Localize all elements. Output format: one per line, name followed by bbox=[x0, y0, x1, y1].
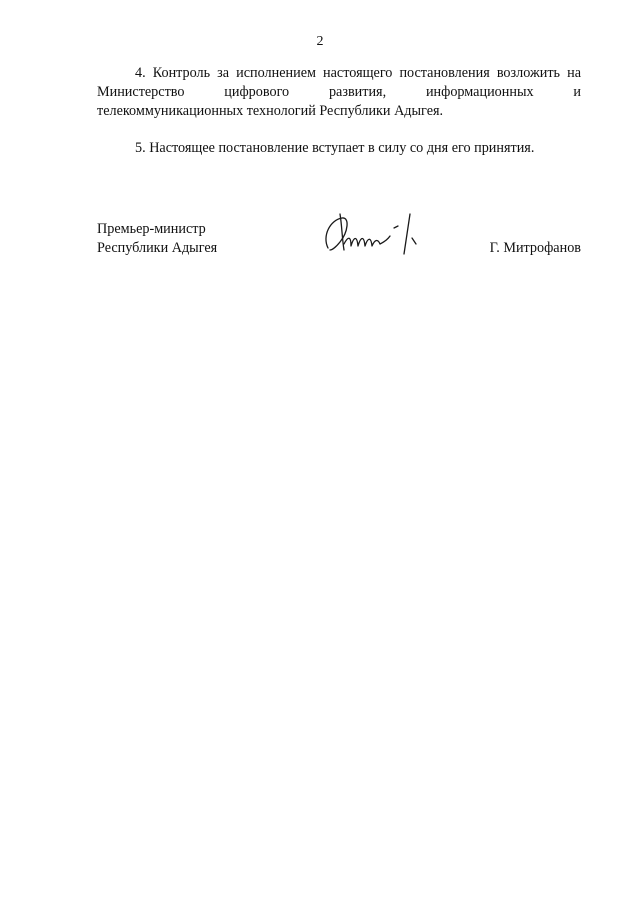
signatory-name: Г. Митрофанов bbox=[489, 240, 581, 256]
signatory-title-line1: Премьер-министр bbox=[97, 221, 206, 237]
paragraph-4: 4. Контроль за исполнением настоящего постановления возложить на Министерство цифрового развития, информационных и телекоммуникационных технологий Республики Адыгея. bbox=[97, 65, 581, 119]
paragraph-5: 5. Настоящее постановление вступает в силу со дня его принятия. bbox=[135, 140, 535, 156]
document-body bbox=[97, 64, 581, 158]
signatory-title bbox=[97, 220, 217, 258]
signatory-title-line2: Республики Адыгея bbox=[97, 240, 218, 256]
page-number: 2 bbox=[316, 34, 324, 49]
handwritten-signature-icon bbox=[318, 206, 428, 262]
